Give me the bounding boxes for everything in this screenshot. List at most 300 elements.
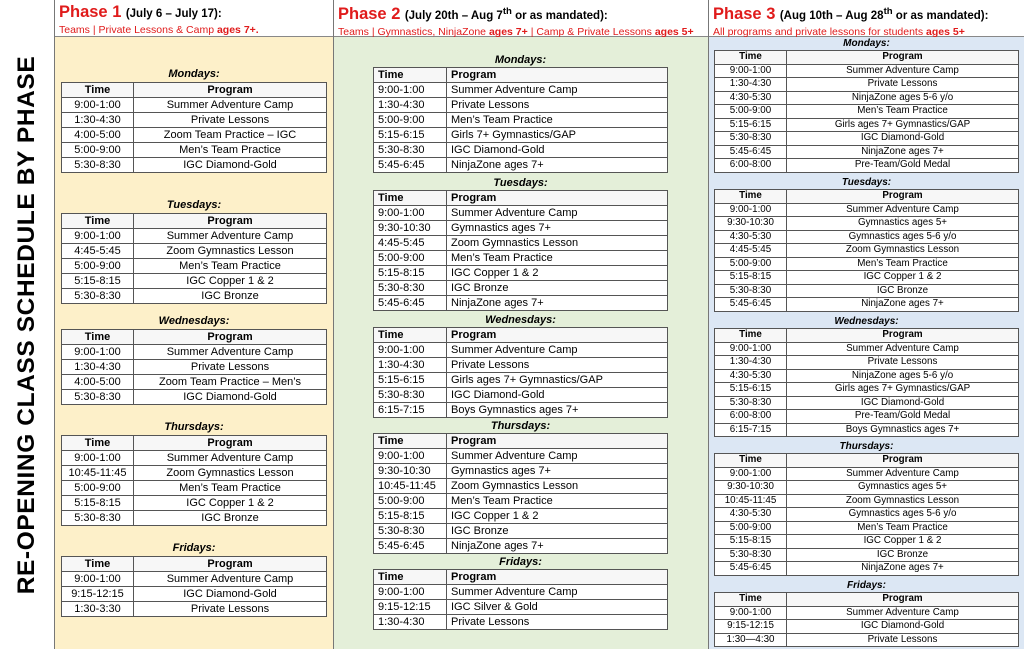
- schedule-table: [61, 82, 327, 173]
- program-cell: Gymnastics ages 5+: [787, 481, 1019, 495]
- table-row: [62, 274, 327, 289]
- program-cell: Summer Adventure Camp: [447, 585, 668, 600]
- time-cell: 5:30-8:30: [374, 281, 447, 296]
- time-cell: 5:00-9:00: [62, 259, 134, 274]
- table-row: [715, 145, 1019, 159]
- time-cell: 5:30-8:30: [374, 388, 447, 403]
- table-row: [374, 236, 668, 251]
- time-cell: 5:30-8:30: [62, 289, 134, 304]
- table-row: [715, 217, 1019, 231]
- time-cell: 1:30-4:30: [374, 358, 447, 373]
- time-cell: 5:15-8:15: [62, 274, 134, 289]
- program-cell: Girls ages 7+ Gymnastics/GAP: [447, 373, 668, 388]
- table-row: [715, 78, 1019, 92]
- program-cell: IGC Bronze: [787, 548, 1019, 562]
- program-cell: Men’s Team Practice: [134, 259, 327, 274]
- day-title: Thursdays:: [164, 421, 224, 433]
- table-row: [715, 105, 1019, 119]
- time-cell: 5:00-9:00: [62, 481, 134, 496]
- phase-2-day-block: [373, 53, 668, 173]
- table-row: [374, 266, 668, 281]
- phase-1-day-block: [61, 419, 327, 526]
- time-cell: 9:15-12:15: [715, 620, 787, 634]
- table-row: [62, 572, 327, 587]
- time-cell: 5:15-6:15: [374, 128, 447, 143]
- day-title: Fridays:: [172, 542, 216, 554]
- program-cell: Summer Adventure Camp: [134, 451, 327, 466]
- program-cell: Summer Adventure Camp: [787, 606, 1019, 620]
- table-row: [374, 403, 668, 418]
- table-row: [715, 369, 1019, 383]
- program-cell: Zoom Gymnastics Lesson: [787, 244, 1019, 258]
- program-cell: Summer Adventure Camp: [447, 83, 668, 98]
- table-row: [374, 509, 668, 524]
- program-cell: Zoom Gymnastics Lesson: [447, 479, 668, 494]
- program-column-header: Program: [787, 593, 1019, 607]
- table-row: [715, 467, 1019, 481]
- time-cell: 4:30-5:30: [715, 91, 787, 105]
- program-cell: IGC Bronze: [447, 281, 668, 296]
- table-row: [374, 251, 668, 266]
- table-row: [374, 600, 668, 615]
- table-row: [715, 203, 1019, 217]
- time-cell: 1:30-4:30: [62, 113, 134, 128]
- table-row: [62, 602, 327, 617]
- program-cell: IGC Diamond-Gold: [787, 620, 1019, 634]
- time-column-header: Time: [374, 570, 447, 585]
- time-column-header: Time: [62, 557, 134, 572]
- program-column-header: Program: [134, 436, 327, 451]
- table-row: [62, 289, 327, 304]
- program-cell: IGC Copper 1 & 2: [134, 496, 327, 511]
- day-title: Tuesdays:: [493, 177, 548, 189]
- table-row: [374, 464, 668, 479]
- program-cell: Summer Adventure Camp: [447, 449, 668, 464]
- time-cell: 5:45-6:45: [374, 539, 447, 554]
- program-cell: IGC Diamond-Gold: [787, 396, 1019, 410]
- program-column-header: Program: [447, 434, 668, 449]
- program-cell: Private Lessons: [134, 113, 327, 128]
- program-cell: Zoom Gymnastics Lesson: [134, 466, 327, 481]
- program-cell: Men’s Team Practice: [134, 143, 327, 158]
- time-column-header: Time: [374, 434, 447, 449]
- phase-3-header: [709, 0, 1024, 37]
- program-cell: NinjaZone ages 7+: [447, 296, 668, 311]
- time-cell: 5:30-8:30: [62, 390, 134, 405]
- time-cell: 5:30-8:30: [715, 284, 787, 298]
- table-row: [374, 143, 668, 158]
- schedule-table: [373, 433, 668, 554]
- table-row: [715, 423, 1019, 437]
- phase-1-day-block: [61, 197, 327, 304]
- program-cell: IGC Silver & Gold: [447, 600, 668, 615]
- table-row: [374, 158, 668, 173]
- table-row: [715, 633, 1019, 647]
- table-row: [374, 449, 668, 464]
- table-row: [62, 511, 327, 526]
- program-cell: Summer Adventure Camp: [134, 345, 327, 360]
- program-cell: IGC Bronze: [134, 511, 327, 526]
- time-cell: 1:30-4:30: [374, 615, 447, 630]
- phase-3-dates: (Aug 10th – Aug 28th or as mandated):: [779, 6, 989, 22]
- program-cell: IGC Copper 1 & 2: [447, 509, 668, 524]
- program-cell: Summer Adventure Camp: [787, 203, 1019, 217]
- time-cell: 5:30-8:30: [62, 158, 134, 173]
- time-cell: 5:30-8:30: [374, 524, 447, 539]
- table-header-row: [374, 328, 668, 343]
- time-cell: 9:00-1:00: [715, 467, 787, 481]
- table-row: [715, 535, 1019, 549]
- table-header-row: [715, 593, 1019, 607]
- phase-2-header: [334, 0, 708, 37]
- day-title: Mondays:: [843, 38, 890, 49]
- table-header-row: [62, 83, 327, 98]
- table-header-row: [374, 570, 668, 585]
- time-cell: 9:30-10:30: [374, 464, 447, 479]
- table-row: [715, 271, 1019, 285]
- time-cell: 4:45-5:45: [62, 244, 134, 259]
- time-cell: 1:30-4:30: [715, 78, 787, 92]
- day-title: Wednesdays:: [158, 315, 230, 327]
- phase-2-day-block: [373, 176, 668, 311]
- program-cell: Zoom Gymnastics Lesson: [134, 244, 327, 259]
- time-cell: 6:15-7:15: [374, 403, 447, 418]
- time-cell: 5:30-8:30: [715, 548, 787, 562]
- program-cell: Summer Adventure Camp: [787, 64, 1019, 78]
- table-row: [62, 390, 327, 405]
- time-cell: 1:30-3:30: [62, 602, 134, 617]
- program-cell: Zoom Team Practice – Men’s: [134, 375, 327, 390]
- table-row: [715, 396, 1019, 410]
- program-cell: Men’s Team Practice: [447, 251, 668, 266]
- time-cell: 5:15-8:15: [374, 266, 447, 281]
- time-cell: 6:15-7:15: [715, 423, 787, 437]
- phase-2-column: [334, 0, 709, 649]
- program-cell: Gymnastics ages 7+: [447, 221, 668, 236]
- table-row: [715, 244, 1019, 258]
- program-column-header: Program: [787, 190, 1019, 204]
- table-row: [374, 83, 668, 98]
- table-row: [715, 230, 1019, 244]
- table-header-row: [715, 454, 1019, 468]
- day-title: Tuesdays:: [841, 177, 892, 188]
- program-cell: IGC Copper 1 & 2: [447, 266, 668, 281]
- time-cell: 9:00-1:00: [62, 345, 134, 360]
- time-cell: 4:00-5:00: [62, 128, 134, 143]
- time-cell: 9:00-1:00: [62, 98, 134, 113]
- program-cell: IGC Diamond-Gold: [787, 132, 1019, 146]
- program-cell: Private Lessons: [134, 602, 327, 617]
- phase-2-day-block: [373, 313, 668, 418]
- schedule-table: [61, 213, 327, 304]
- page-title: RE-OPENING CLASS SCHEDULE BY PHASE: [13, 55, 40, 595]
- time-column-header: Time: [715, 454, 787, 468]
- program-cell: IGC Diamond-Gold: [134, 158, 327, 173]
- table-row: [715, 257, 1019, 271]
- program-column-header: Program: [447, 328, 668, 343]
- time-column-header: Time: [715, 51, 787, 65]
- table-row: [62, 143, 327, 158]
- time-cell: 9:30-10:30: [715, 217, 787, 231]
- program-cell: Private Lessons: [447, 615, 668, 630]
- day-title: Mondays:: [168, 68, 220, 80]
- time-cell: 5:15-8:15: [374, 509, 447, 524]
- program-cell: Pre-Team/Gold Medal: [787, 410, 1019, 424]
- table-row: [715, 620, 1019, 634]
- day-title: Thursdays:: [839, 441, 894, 452]
- schedule-table: [373, 327, 668, 418]
- time-cell: 5:15-8:15: [62, 496, 134, 511]
- table-row: [374, 388, 668, 403]
- program-cell: Men’s Team Practice: [134, 481, 327, 496]
- phase-1-header: [55, 0, 333, 37]
- program-column-header: Program: [134, 330, 327, 345]
- phase-3-day-block: [714, 315, 1019, 437]
- schedule-table: [714, 453, 1019, 576]
- table-row: [374, 128, 668, 143]
- program-cell: Gymnastics ages 5-6 y/o: [787, 230, 1019, 244]
- table-header-row: [62, 214, 327, 229]
- table-row: [715, 494, 1019, 508]
- program-cell: Private Lessons: [787, 356, 1019, 370]
- time-cell: 10:45-11:45: [62, 466, 134, 481]
- table-row: [62, 158, 327, 173]
- time-cell: 9:30-10:30: [715, 481, 787, 495]
- time-cell: 9:15-12:15: [62, 587, 134, 602]
- program-cell: Pre-Team/Gold Medal: [787, 159, 1019, 173]
- program-cell: Private Lessons: [787, 78, 1019, 92]
- program-column-header: Program: [787, 454, 1019, 468]
- time-cell: 5:00-9:00: [374, 494, 447, 509]
- program-cell: Men’s Team Practice: [447, 494, 668, 509]
- time-cell: 5:00-9:00: [374, 113, 447, 128]
- time-cell: 9:00-1:00: [374, 449, 447, 464]
- time-cell: 5:00-9:00: [62, 143, 134, 158]
- phase-3-column: [709, 0, 1024, 649]
- program-cell: IGC Copper 1 & 2: [787, 535, 1019, 549]
- time-column-header: Time: [62, 214, 134, 229]
- day-title: Fridays:: [847, 580, 886, 591]
- time-cell: 6:00-8:00: [715, 410, 787, 424]
- time-cell: 5:00-9:00: [715, 521, 787, 535]
- schedule-table: [714, 328, 1019, 437]
- table-row: [715, 159, 1019, 173]
- table-row: [62, 229, 327, 244]
- day-title: Wednesdays:: [834, 316, 899, 327]
- table-row: [374, 98, 668, 113]
- day-title: Tuesdays:: [166, 199, 222, 211]
- program-cell: NinjaZone ages 7+: [787, 298, 1019, 312]
- program-cell: Men’s Team Practice: [787, 105, 1019, 119]
- table-row: [374, 539, 668, 554]
- program-cell: Gymnastics ages 5-6 y/o: [787, 508, 1019, 522]
- phase-3-name: Phase 3: [713, 4, 776, 23]
- time-cell: 9:00-1:00: [715, 606, 787, 620]
- table-row: [62, 98, 327, 113]
- program-cell: IGC Copper 1 & 2: [134, 274, 327, 289]
- table-row: [715, 481, 1019, 495]
- program-cell: IGC Diamond-Gold: [447, 143, 668, 158]
- schedule-table: [714, 592, 1019, 647]
- time-cell: 4:45-5:45: [715, 244, 787, 258]
- program-cell: Summer Adventure Camp: [447, 206, 668, 221]
- program-cell: Men’s Team Practice: [787, 257, 1019, 271]
- time-cell: 5:45-6:45: [374, 296, 447, 311]
- phase-3-subtitle: All programs and private lessons for students ages 5+: [713, 25, 965, 38]
- table-header-row: [374, 434, 668, 449]
- program-cell: Men’s Team Practice: [447, 113, 668, 128]
- table-row: [374, 479, 668, 494]
- program-column-header: Program: [447, 68, 668, 83]
- program-cell: Private Lessons: [134, 360, 327, 375]
- time-column-header: Time: [715, 593, 787, 607]
- program-cell: Girls ages 7+ Gymnastics/GAP: [787, 118, 1019, 132]
- phase-2-dates: (July 20th – Aug 7th or as mandated):: [404, 6, 608, 22]
- table-row: [62, 244, 327, 259]
- program-cell: Zoom Team Practice – IGC: [134, 128, 327, 143]
- table-row: [62, 481, 327, 496]
- time-cell: 5:45-6:45: [715, 298, 787, 312]
- table-header-row: [374, 191, 668, 206]
- table-header-row: [374, 68, 668, 83]
- program-cell: IGC Bronze: [134, 289, 327, 304]
- phase-3-day-block: [714, 440, 1019, 576]
- table-header-row: [62, 557, 327, 572]
- program-column-header: Program: [134, 214, 327, 229]
- time-cell: 9:00-1:00: [374, 343, 447, 358]
- program-cell: Men’s Team Practice: [787, 521, 1019, 535]
- time-cell: 9:00-1:00: [374, 585, 447, 600]
- program-cell: NinjaZone ages 5-6 y/o: [787, 91, 1019, 105]
- program-cell: Gymnastics ages 5+: [787, 217, 1019, 231]
- table-row: [62, 587, 327, 602]
- program-cell: Private Lessons: [787, 633, 1019, 647]
- time-cell: 5:30-8:30: [715, 132, 787, 146]
- time-cell: 9:00-1:00: [715, 342, 787, 356]
- program-cell: NinjaZone ages 7+: [787, 145, 1019, 159]
- schedule-table: [714, 50, 1019, 173]
- schedule-table: [373, 67, 668, 173]
- program-cell: Private Lessons: [447, 98, 668, 113]
- program-cell: Summer Adventure Camp: [787, 467, 1019, 481]
- table-row: [62, 128, 327, 143]
- table-row: [715, 383, 1019, 397]
- table-row: [374, 206, 668, 221]
- table-row: [374, 494, 668, 509]
- table-row: [715, 548, 1019, 562]
- program-column-header: Program: [787, 51, 1019, 65]
- table-row: [62, 113, 327, 128]
- time-cell: 5:30-8:30: [715, 396, 787, 410]
- time-column-header: Time: [715, 329, 787, 343]
- phase-2-subtitle: Teams | Gymnastics, NinjaZone ages 7+ | Camp & Private Lessons ages 5+: [338, 25, 694, 38]
- program-cell: Summer Adventure Camp: [447, 343, 668, 358]
- phase-1-day-block: [61, 66, 327, 173]
- table-row: [62, 496, 327, 511]
- schedule-table: [61, 556, 327, 617]
- phase-3-day-block: [714, 579, 1019, 647]
- table-row: [715, 356, 1019, 370]
- time-column-header: Time: [62, 83, 134, 98]
- time-cell: 5:30-8:30: [374, 143, 447, 158]
- table-row: [715, 298, 1019, 312]
- time-cell: 5:15-6:15: [715, 118, 787, 132]
- time-cell: 9:00-1:00: [62, 572, 134, 587]
- table-row: [374, 221, 668, 236]
- time-cell: 9:00-1:00: [374, 83, 447, 98]
- time-cell: 5:15-8:15: [715, 535, 787, 549]
- phase-3-day-block: [714, 37, 1019, 173]
- program-column-header: Program: [447, 570, 668, 585]
- time-column-header: Time: [62, 330, 134, 345]
- program-column-header: Program: [134, 557, 327, 572]
- program-column-header: Program: [787, 329, 1019, 343]
- table-row: [715, 606, 1019, 620]
- program-cell: NinjaZone ages 7+: [447, 158, 668, 173]
- time-cell: 9:30-10:30: [374, 221, 447, 236]
- table-row: [374, 373, 668, 388]
- time-cell: 5:00-9:00: [374, 251, 447, 266]
- table-row: [62, 360, 327, 375]
- program-cell: Summer Adventure Camp: [134, 572, 327, 587]
- time-column-header: Time: [374, 68, 447, 83]
- time-cell: 1:30—4:30: [715, 633, 787, 647]
- time-cell: 4:00-5:00: [62, 375, 134, 390]
- table-row: [715, 410, 1019, 424]
- time-cell: 5:45-6:45: [374, 158, 447, 173]
- program-cell: Boys Gymnastics ages 7+: [447, 403, 668, 418]
- time-cell: 1:30-4:30: [715, 356, 787, 370]
- program-cell: IGC Copper 1 & 2: [787, 271, 1019, 285]
- day-title: Wednesdays:: [485, 314, 556, 326]
- time-column-header: Time: [374, 328, 447, 343]
- time-cell: 10:45-11:45: [374, 479, 447, 494]
- table-row: [715, 562, 1019, 576]
- table-row: [715, 64, 1019, 78]
- time-cell: 4:30-5:30: [715, 230, 787, 244]
- program-cell: Zoom Gymnastics Lesson: [447, 236, 668, 251]
- program-cell: Private Lessons: [447, 358, 668, 373]
- table-row: [715, 91, 1019, 105]
- table-row: [715, 284, 1019, 298]
- program-cell: IGC Diamond-Gold: [134, 390, 327, 405]
- time-cell: 5:45-6:45: [715, 145, 787, 159]
- phase-1-column: [55, 0, 334, 649]
- time-cell: 4:30-5:30: [715, 369, 787, 383]
- phase-1-day-block: [61, 313, 327, 405]
- program-cell: NinjaZone ages 5-6 y/o: [787, 369, 1019, 383]
- time-cell: 9:15-12:15: [374, 600, 447, 615]
- day-title: Thursdays:: [490, 420, 551, 432]
- table-row: [62, 259, 327, 274]
- time-column-header: Time: [374, 191, 447, 206]
- table-header-row: [715, 190, 1019, 204]
- phase-2-day-block: [373, 419, 668, 554]
- day-title: Fridays:: [499, 556, 542, 568]
- program-cell: IGC Bronze: [447, 524, 668, 539]
- schedule-table: [61, 435, 327, 526]
- time-cell: 5:15-6:15: [715, 383, 787, 397]
- schedule-table: [714, 189, 1019, 312]
- program-cell: Summer Adventure Camp: [134, 98, 327, 113]
- program-column-header: Program: [447, 191, 668, 206]
- table-row: [715, 118, 1019, 132]
- program-cell: IGC Bronze: [787, 284, 1019, 298]
- table-row: [715, 342, 1019, 356]
- program-cell: Girls ages 7+ Gymnastics/GAP: [787, 383, 1019, 397]
- table-row: [374, 358, 668, 373]
- table-header-row: [715, 329, 1019, 343]
